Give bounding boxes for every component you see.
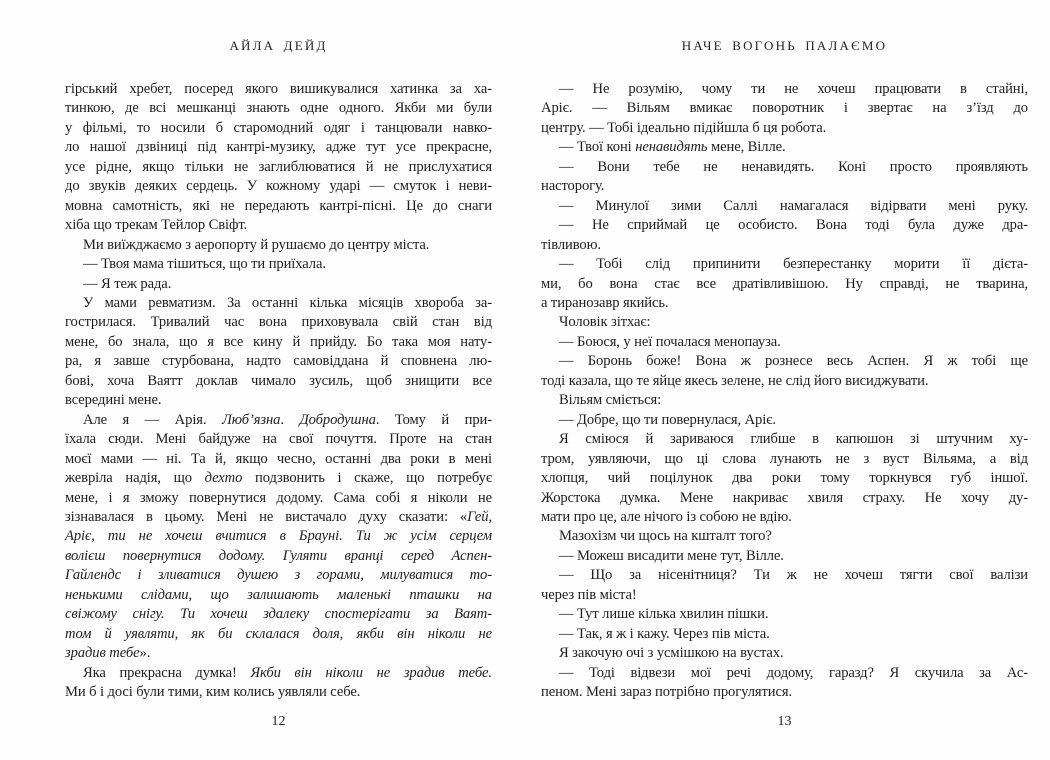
text-line: Жорстока думка. Мене накриває хвиля страху. Не хочу ду- (541, 489, 1028, 506)
text-line: том й уявляти, як би склалася доля, якби він ніколи не (65, 625, 492, 642)
text-line: — Боронь боже! Вона ж рознесе весь Аспен. Я ж тобі ще (559, 353, 1028, 370)
text-line: Мазохізм чи щось на кшталт того? (559, 528, 772, 545)
text-line: — Що за нісенітниця? Ти ж не хочеш тягти свої валізи (559, 567, 1028, 584)
text-line: зізнавалася в цьому. Мені не вистачало духу сказати: «Гей, (65, 508, 492, 525)
text-line: Аріє. — Вільям вмикає поворотник і звертає на з’їзд до (541, 100, 1028, 117)
text-line: мене, бо знала, що я все кину й прийду. Бо така моя нату- (65, 333, 492, 350)
text-line: — Твоя мама тішиться, що ти приїхала. (83, 256, 326, 273)
text-line: — Так, я ж і кажу. Через пів міста. (559, 625, 770, 642)
page-right (541, 0, 1028, 760)
text-line: — Можеш висадити мене тут, Вілле. (559, 547, 784, 564)
text-line: Гайлендс і зливатися душею з горами, милуватися то- (65, 567, 492, 584)
text-line: Вільям сміється: (559, 392, 662, 409)
page-number-right: 13 (777, 714, 792, 729)
page-number-left: 12 (271, 714, 286, 729)
text-line: У мами ревматизм. За останні кілька місяців хвороба за- (83, 294, 492, 311)
text-line: — Тоді відвези мої речі додому, гаразд? Я скучила за Ас- (559, 664, 1028, 681)
page-left (65, 0, 492, 760)
text-line: Але я — Арія. Люб’язна. Добродушна. Тому й при- (83, 411, 492, 428)
text-line: тром, уявляючи, що ці слова лунають не з вуст Вільяма, а від (541, 450, 1028, 467)
text-line: а тиранозавр якийсь. (541, 294, 669, 311)
text-line: Ми виїжджаємо з аеропорту й рушаємо до центру міста. (83, 236, 430, 253)
text-line: усе рідне, якщо тільки не заглиблюватися й не прислухатися (65, 158, 492, 175)
text-line: гірський хребет, посеред якого вишикувалися хатинка за ха- (65, 81, 492, 97)
text-line: хлопця, чий поцілунок два роки тому торкнувся губ іншої. (541, 470, 1028, 487)
text-line: жевріла надія, що дехто подзвонить і скаже, що потребує (65, 470, 492, 487)
text-line: тинкою, де всі мешканці знають одне одного. Якби ми були (65, 100, 492, 117)
text-line: — Не розумію, чому ти не хочеш працювати в стайні, (559, 81, 1028, 97)
text-line: ра, я завше стурбована, надто самовіддана й сповнена лю- (65, 353, 492, 370)
text-line: ло нашої дзвіниці під кантрі-музику, адже тут усе прекрасне, (65, 139, 492, 156)
text-line: у фільмі, то носили б старомодний одяг і танцювали навко- (65, 119, 492, 136)
text-line: — Не сприймай це особисто. Вона тоді була дуже дра- (559, 217, 1028, 234)
text-line: гострилася. Тривалий час вона приховувала свій стан від (65, 314, 492, 331)
text-line: — Добре, що ти повернулася, Аріє. (559, 411, 776, 428)
text-line: Я сміюся й зариваюся глибше в капюшон зі штучним ху- (559, 431, 1028, 448)
text-line: — Твої коні ненавидять мене, Вілле. (559, 139, 786, 156)
text-line: бові, хоча Ваятт доклав чимало зусиль, щоб знищити все (65, 372, 492, 389)
text-line: центру. — Тобі ідеально підійшла б ця робота. (541, 119, 827, 136)
text-line: ми, бо вона стає все дратівливішою. Ну справді, не тварина, (541, 275, 1028, 292)
body-text-right (541, 80, 1028, 703)
text-line: Яка прекрасна думка! Якби він ніколи не зрадив тебе. (83, 664, 492, 681)
text-line: тівливою. (541, 236, 601, 253)
text-line: мовна самотність, які не передають кантрі-пісні. Це до снаги (65, 197, 492, 214)
running-header-title: НАЧЕ ВОГОНЬ ПАЛАЄМО (681, 38, 888, 53)
body-text-left (65, 80, 492, 703)
text-line: — Тобі слід припинити безперестанку морити її дієта- (559, 256, 1028, 273)
text-line: через пів міста! (541, 586, 637, 603)
text-line: — Боюся, у неї почалася менопауза. (559, 333, 781, 350)
text-line: Аріє, ти не хочеш вчитися в Брауні. Ти ж усім серцем (65, 528, 492, 545)
text-line: мене, і я зможу повернутися додому. Сама собі я ніколи не (65, 489, 492, 506)
running-header-author: АЙЛА ДЕЙД (229, 38, 328, 53)
text-line: тоді казала, що те яйце якесь зелене, не слід його висиджувати. (541, 372, 929, 389)
text-line: — Тут лише кілька хвилин пішки. (559, 606, 769, 623)
text-line: всередині мене. (65, 392, 162, 409)
text-line: моєї мами — ні. Та й, якщо чесно, останні два роки в мені (65, 450, 492, 467)
text-line: Чоловік зітхає: (559, 314, 651, 331)
text-line: — Вони тебе не ненавидять. Коні просто проявляють (559, 158, 1028, 175)
text-line: пеном. Мені зараз потрібно прогулятися. (541, 684, 793, 701)
text-line: свіжому снігу. Ти хочеш здалеку спостерігати за Ваят- (65, 606, 492, 623)
text-line: — Я теж рада. (83, 275, 172, 292)
text-line: волієш повернутися додому. Гуляти вранці серед Аспен- (65, 547, 492, 564)
text-line: до звуків деяких сердець. У кожному ударі — смуток і неви- (65, 178, 492, 195)
text-line: насторогу. (541, 178, 605, 195)
text-line: Ми б і досі були тими, ким колись уявляли себе. (65, 684, 361, 701)
text-line: зрадив тебе». (65, 645, 151, 662)
text-line: хіба що трекам Тейлор Свіфт. (65, 217, 248, 234)
text-line: їхала сюди. Мені байдуже на свої почуття. Проте на стан (65, 431, 492, 448)
text-line: — Минулої зими Саллі намагалася відірвати мені руку. (559, 197, 1028, 214)
text-line: ненькими слідами, що залишають маленькі пташки на (65, 586, 492, 603)
text-line: Я закочую очі з усмішкою на вустах. (559, 645, 784, 662)
text-line: мати про це, але нічого із собою не вдію. (541, 508, 792, 525)
